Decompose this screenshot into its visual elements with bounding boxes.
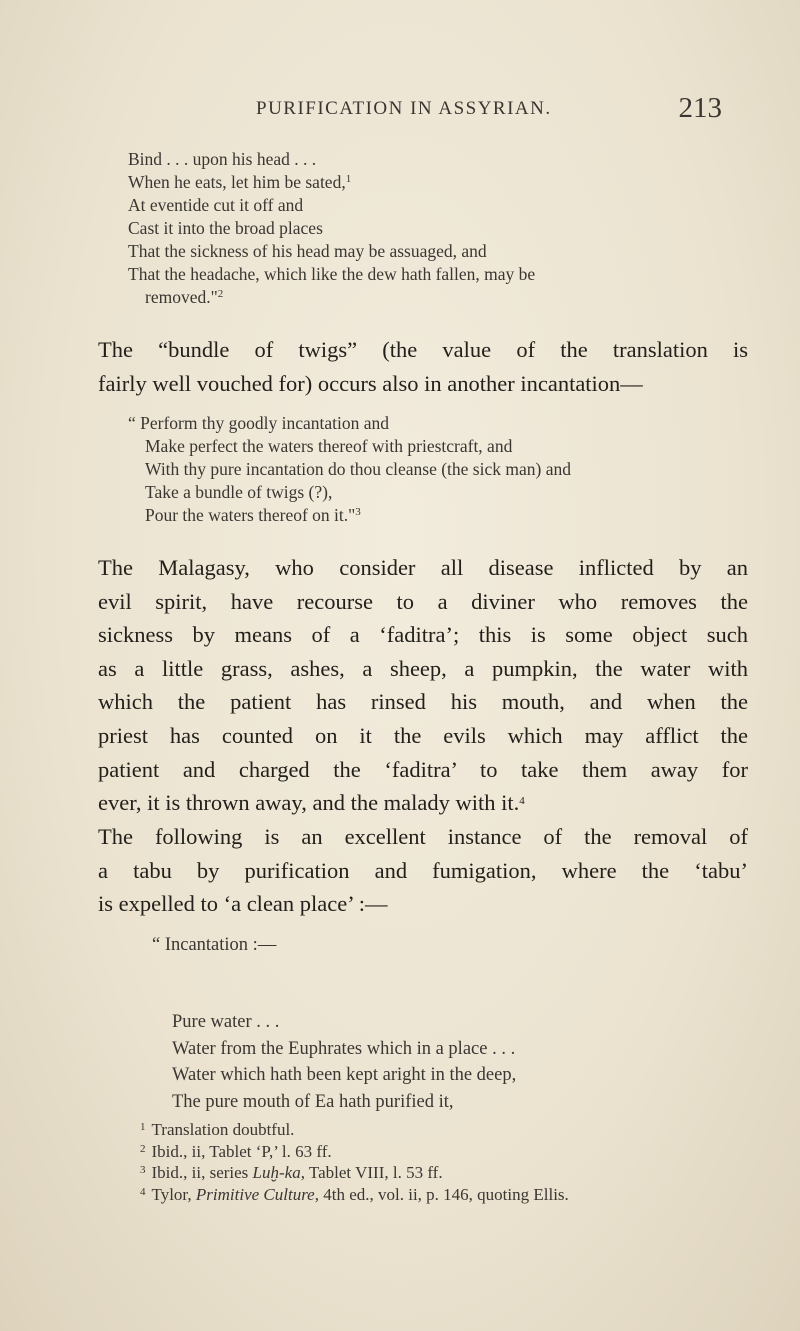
prose-line: The following is an excellent instance of the removal of — [98, 824, 748, 849]
prose-line: is expelled to ‘a clean place’ :— — [98, 891, 388, 917]
verse-line: At eventide cut it off and — [128, 195, 304, 215]
running-title: PURIFICATION IN ASSYRIAN. — [256, 98, 552, 119]
prose-line: The Malagasy, who consider all disease inflicted by an — [98, 555, 748, 580]
footnote-ref: 4 — [519, 795, 525, 808]
verse-line: Make perfect the waters thereof with priestcraft, and — [145, 436, 513, 456]
verse-line: Take a bundle of twigs (?), — [145, 482, 333, 502]
prose-line: priest has counted on it the evils which may afflict the — [98, 722, 748, 748]
prose-line: The “bundle of twigs” (the value of the translation is — [98, 337, 748, 362]
footnote-ref: 3 — [355, 506, 361, 518]
incantation-heading: “ Incantation :— — [152, 935, 277, 955]
prose-line: sickness by means of a ‘faditra’; this is some object such — [98, 622, 748, 648]
prose-line: fairly well vouched for) occurs also in another incantation— — [98, 370, 643, 396]
running-header — [0, 92, 800, 132]
footnote-3: $^3$ Ibid., ii, series Luḫ-ka, Tablet VIII, l. 53 ff. — [140, 1163, 443, 1182]
prose-line: which the patient has rinsed his mouth, and when the — [98, 689, 748, 715]
verse-line: Bind . . . upon his head . . . — [128, 149, 317, 169]
verse-line: That the headache, which like the dew hath fallen, may be — [128, 264, 536, 284]
verse-line: Pour the waters thereof on it."$^3$ — [145, 505, 361, 525]
verse-line: The pure mouth of Ea hath purified it, — [172, 1091, 454, 1112]
verse-block-1 — [128, 148, 748, 309]
verse-line: Cast it into the broad places — [128, 218, 323, 238]
verse-line: That the sickness of his head may be assuaged, and — [128, 241, 487, 261]
paragraph-2 — [98, 551, 748, 820]
prose-line: as a little grass, ashes, a sheep, a pumpkin, the water with — [98, 655, 748, 681]
incantation-verse — [172, 1009, 792, 1115]
verse-line: “ Perform thy goodly incantation and — [128, 413, 389, 433]
paragraph-3 — [98, 820, 748, 921]
verse-block-2 — [128, 412, 748, 527]
footnotes — [140, 1119, 780, 1205]
footnote-1: $^1$ Translation doubtful. — [140, 1120, 295, 1139]
verse-line: With thy pure incantation do thou cleanse (the sick man) and — [145, 459, 571, 479]
verse-line: When he eats, let him be sated,$^1$ — [128, 172, 352, 192]
verse-line: Water which hath been kept aright in the deep, — [172, 1065, 517, 1085]
footnote-2: $^2$ Ibid., ii, Tablet ‘P,’ l. 63 ff. — [140, 1141, 332, 1161]
prose-line: patient and charged the ‘faditra’ to take them away for — [98, 756, 748, 782]
page-number: 213 — [678, 92, 722, 124]
prose-line: evil spirit, have recourse to a diviner who removes the — [98, 588, 748, 614]
footnote-ref: 1 — [345, 173, 352, 185]
verse-line: Pure water . . . — [172, 1012, 280, 1032]
incantation-heading-block — [152, 933, 772, 957]
verse-line: Water from the Euphrates which in a place . . . — [172, 1038, 516, 1059]
prose-line: a tabu by purification and fumigation, where the ‘tabu’ — [98, 857, 748, 883]
prose-line: ever, it is thrown away, and the malady with it.$^4$ — [98, 790, 525, 816]
verse-line: removed."$^2$ — [145, 287, 224, 307]
footnote-ref: 2 — [217, 288, 224, 300]
footnote-4: $^4$ Tylor, Primitive Culture, 4th ed., vol. ii, p. 146, quoting Ellis. — [140, 1184, 569, 1204]
paragraph-1 — [98, 333, 748, 400]
